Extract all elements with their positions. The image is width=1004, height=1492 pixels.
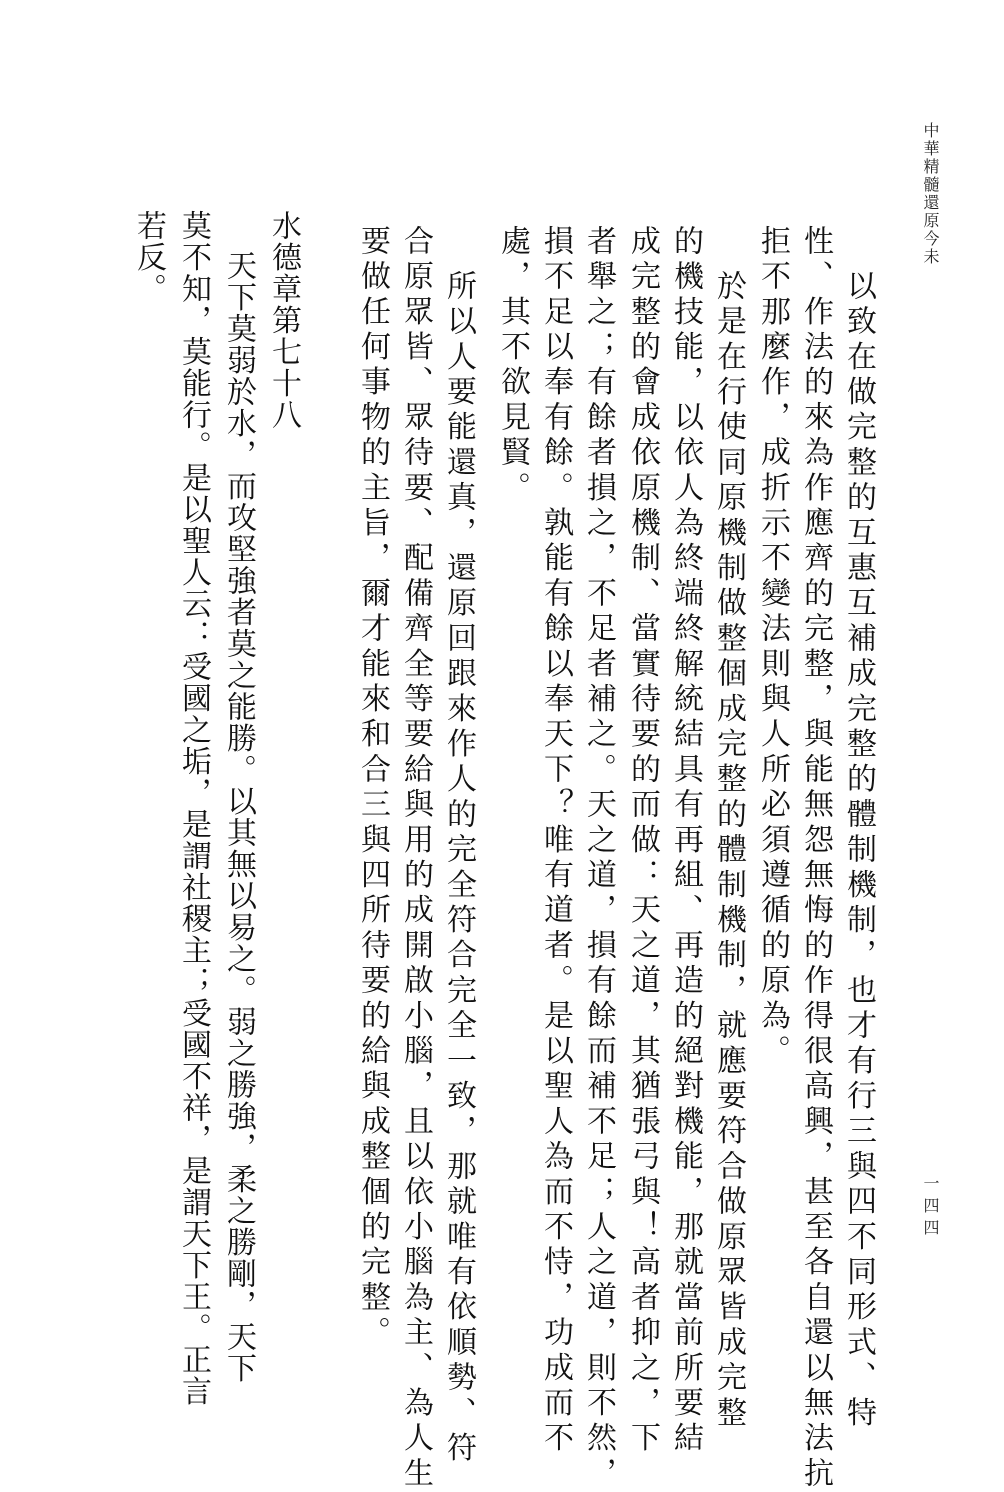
running-header-title: 中華精髓還原今未 [921, 122, 940, 266]
text-column-3: 拒不那麼作，成折示不變法則與人所必須遵循的原為。 [755, 225, 790, 1070]
text-column-12: 要做任何事物的主旨，爾才能來和合三與四所待要的給與成整個的完整。 [355, 225, 390, 1352]
chapter-heading: 水德章第七十八 [266, 210, 301, 431]
text-column-11: 合原眾皆、眾待要、配備齊全等要給與用的成開啟小腦，且以依小腦為主、為人生 [398, 225, 433, 1492]
page-number: 一四四 [921, 1175, 940, 1241]
verse-column-3: 若反。 [131, 210, 166, 305]
text-column-10: 所以人要能還真，還原回跟來作人的完全符合完全一致，那就唯有依順勢、符 [441, 270, 476, 1467]
verse-column-1: 天下莫弱於水，而攻堅強者莫之能勝。以其無以易之。弱之勝強，柔之勝剛，天下 [221, 250, 256, 1384]
text-column-2: 性、作法的來為作應齊的完整，與能無怨無悔的作得很高興，甚至各自還以無法抗 [798, 225, 833, 1492]
text-column-9: 處，其不欲見賢。 [495, 225, 530, 507]
text-column-8: 損不足以奉有餘。孰能有餘以奉天下？唯有道者。是以聖人為而不恃，功成而不 [538, 225, 573, 1457]
text-column-7: 者舉之；有餘者損之，不足者補之。天之道，損有餘而補不足；人之道，則不然， [581, 225, 616, 1492]
text-column-6: 成完整的會成依原機制、當實待要的而做：天之道，其猶張弓與！高者抑之，下 [625, 225, 660, 1457]
text-column-4: 於是在行使同原機制做整個成完整的體制機制，就應要符合做原眾皆成完整 [711, 270, 746, 1432]
text-column-5: 的機技能，以依人為終端終解統結具有再組、再造的絕對機能，那就當前所要結 [668, 225, 703, 1457]
text-column-1: 以致在做完整的互惠互補成完整的體制機制，也才有行三與四不同形式、特 [841, 270, 876, 1432]
verse-column-2: 莫不知，莫能行。是以聖人云：受國之垢，是謂社稷主；受國不祥，是謂天下王。正言 [176, 210, 211, 1407]
